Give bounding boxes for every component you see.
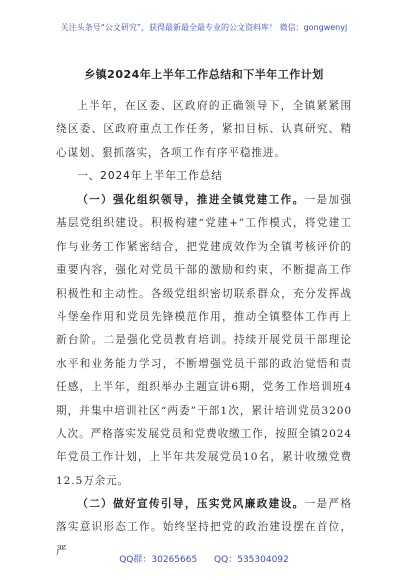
subheading-publicity: （二）做好宣传引导，压实党风廉政建设。 bbox=[77, 498, 305, 510]
footer-contact-note: QQ群：30265665 QQ：535304092 bbox=[119, 555, 289, 565]
subheading-organization: （一）强化组织领导，推进全镇党建工作。 bbox=[77, 194, 305, 206]
header-promo-note: 关注头条号“公文研究”，获得最新最全最专业的公文资料库！ 微信：gongwenyj bbox=[60, 23, 348, 32]
document-title: 乡镇2024年上半年工作总结和下半年工作计划 bbox=[84, 68, 324, 81]
paragraph-publicity-text: 一是严格落实意识形态工作。始终坚持把党的政治建设摆在首位，严 bbox=[56, 498, 352, 557]
section-heading-summary: 一、2024年上半年工作总结 bbox=[77, 170, 223, 182]
paragraph-party-building-text: 一是加强基层党组织建设。积极构建“党建+”工作模式，将党建工作与业务工作紧密结合，把党建成效作为全镇考核评价的重要内容，强化对党员干部的激励和约束，不断提高工作积极性和主动性。各级党组织密切联系群众，充分发挥战斗堡垒作用和党员先锋模范作用，推动全镇整体工作再上新台阶。二是强化党员教育培训。持续开展党员干部理论水平和业务能力学习，不断增强党员干部的政治觉悟和责任感，上半年，组织举办主题宣讲6期，党务工作培训班4期，并集中培训社区“两委”干部1次，累计培训党员3200人次。严格落实发展党员和党费收缴工作，按照全镇2024年党员工作计划，上半年共发展党员10名，累计收缴党费12.5万余元。 bbox=[56, 194, 352, 487]
paragraph-party-building bbox=[56, 189, 352, 493]
intro-paragraph: 上半年，在区委、区政府的正确领导下，全镇紧紧围绕区委、区政府重点工作任务，紧扣目标、认真研究、精心谋划、狠抓落实，各项工作有序平稳推进。 bbox=[56, 100, 352, 159]
